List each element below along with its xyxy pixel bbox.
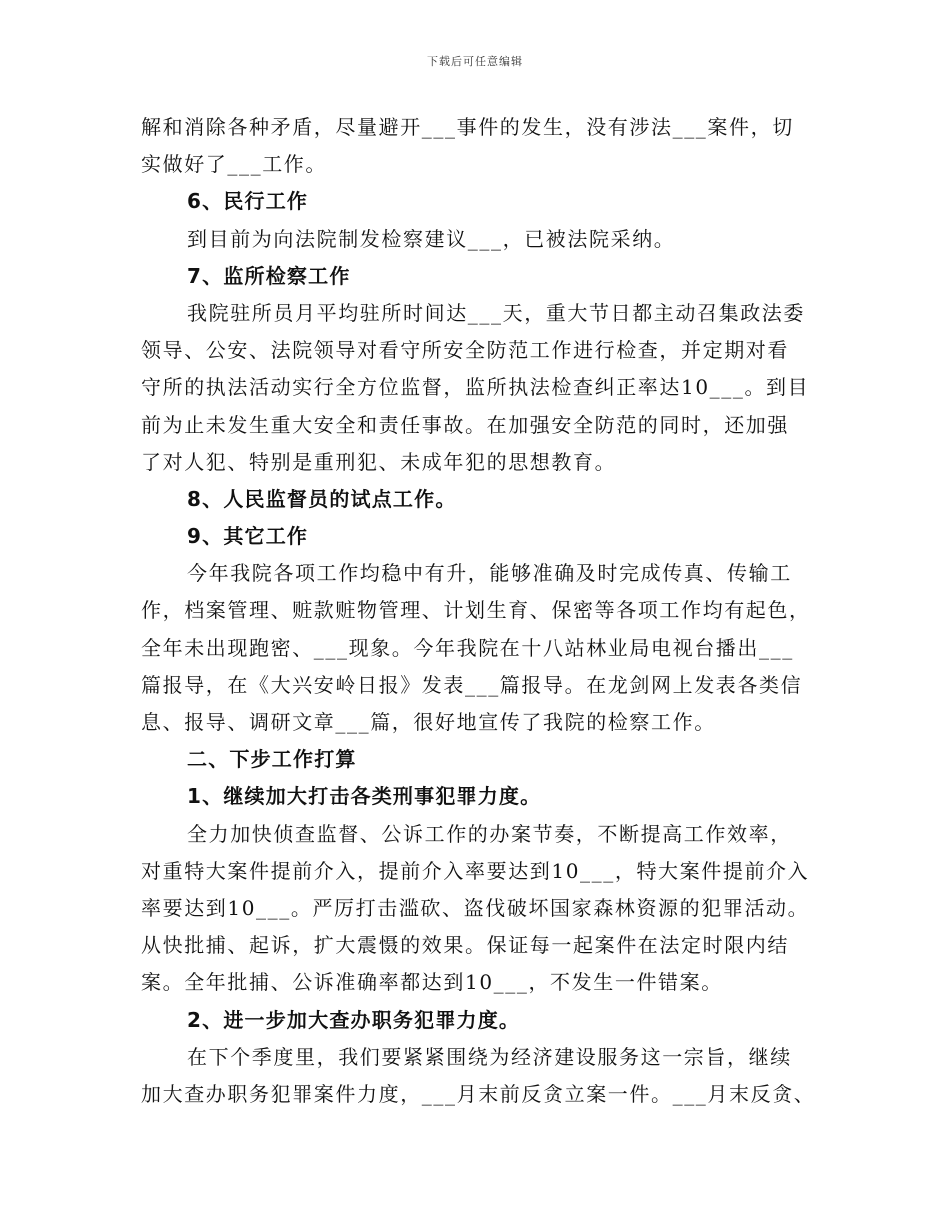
section-heading: 2、进一步加大查办职务犯罪力度。 bbox=[187, 1007, 521, 1032]
body-line: 守所的执法活动实行全方位监督，监所执法检查纠正率达10___。到目 bbox=[141, 375, 810, 400]
body-line: 全年未出现跑密、___现象。今年我院在十八站林业局电视台播出___ bbox=[141, 635, 794, 660]
section-heading: 1、继续加大打击各类刑事犯罪力度。 bbox=[187, 784, 542, 809]
section-heading: 6、民行工作 bbox=[187, 189, 309, 214]
paragraph-first-line: 在下个季度里，我们要紧紧围绕为经济建设服务这一宗旨，继续 bbox=[187, 1044, 792, 1069]
paragraph-first-line: 今年我院各项工作均稳中有升，能够准确及时完成传真、传输工 bbox=[187, 561, 792, 586]
body-line: 率要达到10___。严厉打击滥砍、盗伐破坏国家森林资源的犯罪活动。 bbox=[141, 895, 810, 920]
section-heading: 7、监所检察工作 bbox=[187, 263, 351, 288]
body-line: 对重特大案件提前介入，提前介入率要达到10___，特大案件提前介入 bbox=[141, 858, 810, 883]
section-heading: 8、人民监督员的试点工作。 bbox=[187, 486, 457, 511]
body-line: 了对人犯、特别是重刑犯、未成年犯的思想教育。 bbox=[141, 449, 617, 474]
body-line: 前为止未发生重大安全和责任事故。在加强安全防范的同时，还加强 bbox=[141, 412, 789, 437]
body-line: 加大查办职务犯罪案件力度，___月末前反贪立案一件。___月末反贪、 bbox=[141, 1081, 816, 1106]
body-line: 作，档案管理、赃款赃物管理、计划生育、保密等各项工作均有起色， bbox=[141, 598, 811, 623]
body-line: 解和消除各种矛盾，尽量避开___事件的发生，没有涉法___案件，切 bbox=[141, 115, 794, 139]
body-line: 实做好了___工作。 bbox=[141, 152, 327, 177]
body-line: 案。全年批捕、公诉准确率都达到10___，不发生一件错案。 bbox=[141, 970, 723, 995]
paragraph-first-line: 我院驻所员月平均驻所时间达___天，重大节日都主动召集政法委 bbox=[187, 300, 805, 325]
document-body bbox=[141, 109, 821, 1113]
paragraph-first-line: 到目前为向法院制发检察建议___，已被法院采纳。 bbox=[187, 226, 676, 251]
paragraph-first-line: 全力加快侦查监督、公诉工作的办案节奏，不断提高工作效率， bbox=[187, 821, 792, 846]
section-heading: 9、其它工作 bbox=[187, 524, 309, 549]
page-header: 下载后可任意编辑 bbox=[427, 55, 523, 68]
section-heading: 二、下步工作打算 bbox=[187, 747, 357, 772]
body-line: 领导、公安、法院领导对看守所安全防范工作进行检查，并定期对看 bbox=[141, 338, 789, 363]
body-line: 从快批捕、起诉，扩大震慑的效果。保证每一起案件在法定时限内结 bbox=[141, 933, 789, 958]
body-line: 篇报导，在《大兴安岭日报》发表___篇报导。在龙剑网上发表各类信 bbox=[141, 672, 803, 697]
body-line: 息、报导、调研文章___篇，很好地宣传了我院的检察工作。 bbox=[141, 710, 716, 734]
